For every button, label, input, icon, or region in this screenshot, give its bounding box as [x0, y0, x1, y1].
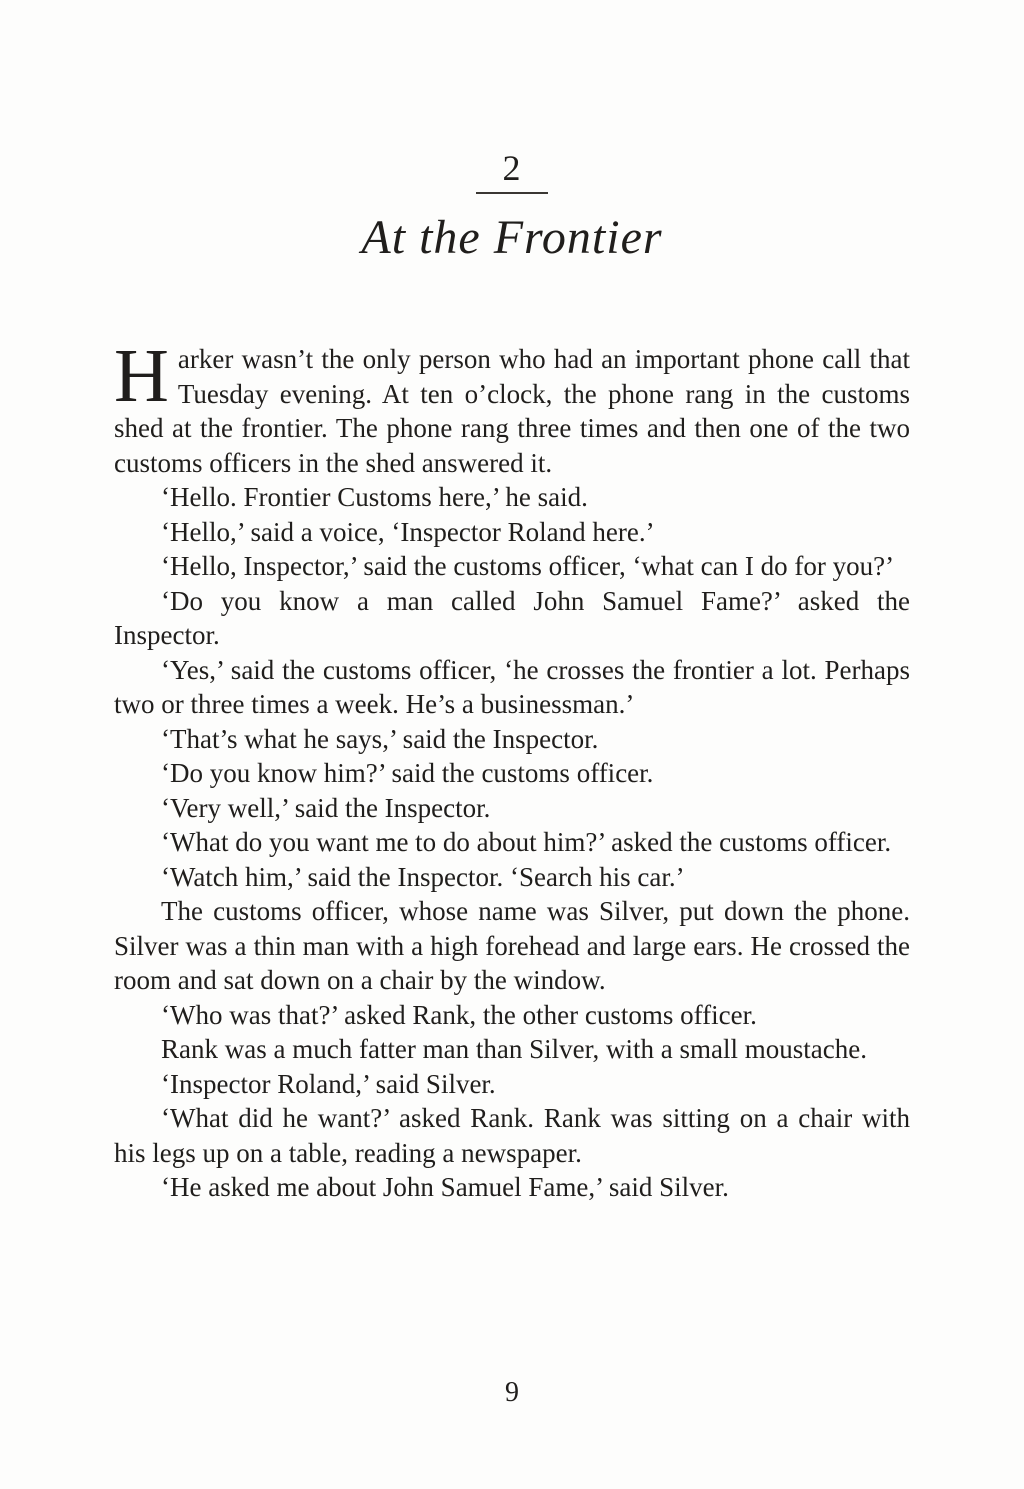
chapter-number-underline — [476, 192, 548, 194]
paragraph: ‘He asked me about John Samuel Fame,’ said Silver. — [161, 1172, 729, 1202]
page-number: 9 — [505, 1377, 519, 1408]
paragraph: ‘Hello,’ said a voice, ‘Inspector Roland here.’ — [161, 516, 655, 547]
body-text — [114, 334, 910, 1205]
paragraph: ‘Very well,’ said the Inspector. — [161, 792, 491, 823]
chapter-title: At the Frontier — [361, 211, 663, 264]
paragraph: ‘Do you know a man called John Samuel Fame?’ asked the Inspector. — [114, 585, 910, 650]
paragraph: ‘That’s what he says,’ said the Inspector. — [161, 723, 599, 754]
paragraph: ‘What did he want?’ asked Rank. Rank was sitting on a chair with his legs up on a table, reading a newspaper. — [114, 1103, 910, 1168]
paragraph: ‘Hello, Inspector,’ said the customs officer, ‘what can I do for you?’ — [161, 551, 895, 581]
paragraph: ‘Yes,’ said the customs officer, ‘he crosses the frontier a lot. Perhaps two or three times a week. He’s a businessman.’ — [114, 654, 910, 719]
drop-cap: H — [114, 334, 169, 418]
paragraph: ‘Hello. Frontier Customs here,’ he said. — [161, 482, 588, 512]
paragraph: ‘Inspector Roland,’ said Silver. — [161, 1068, 496, 1099]
paragraph: ‘Watch him,’ said the Inspector. ‘Search his car.’ — [161, 861, 685, 892]
paragraph: ‘Do you know him?’ said the customs officer. — [161, 758, 654, 788]
chapter-number: 2 — [502, 148, 522, 188]
paragraph: Harker wasn’t the only person who had an important phone call that Tuesday evening. At ten o’clock, the phone rang in the customs shed at the frontier. The phone rang three times and then one of the two customs officers in the shed answered it. — [114, 334, 910, 478]
paragraph: Rank was a much fatter man than Silver, with a small moustache. — [161, 1034, 867, 1064]
paragraph: ‘Who was that?’ asked Rank, the other customs officer. — [161, 999, 757, 1030]
paragraph: The customs officer, whose name was Silver, put down the phone. Silver was a thin man with a high forehead and large ears. He crossed the room and sat down on a chair by the window. — [114, 896, 910, 995]
chapter-head — [0, 0, 1024, 266]
paragraph: ‘What do you want me to do about him?’ asked the customs officer. — [161, 827, 892, 857]
